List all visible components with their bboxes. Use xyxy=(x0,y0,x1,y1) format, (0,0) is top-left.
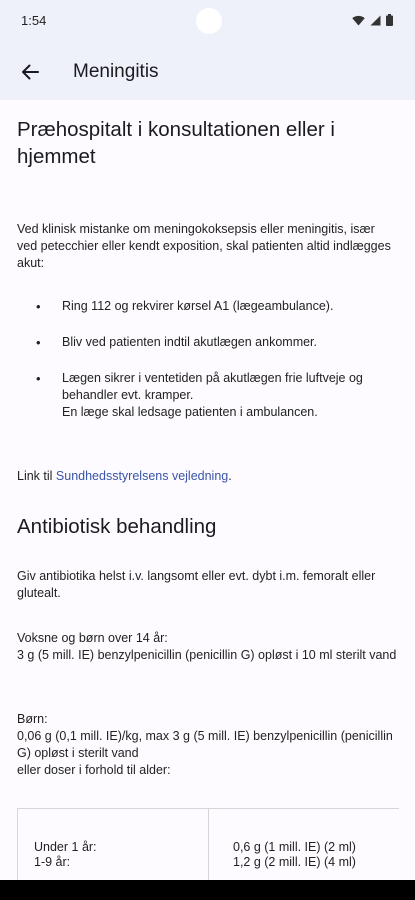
child-dosage-age-note: eller doser i forhold til alder: xyxy=(17,763,171,777)
bullet-item xyxy=(17,370,397,421)
status-icons xyxy=(352,14,393,26)
antibiotic-intro: Giv antibiotika helst i.v. langsomt eller evt. dybt i.m. femoralt eller glutealt. xyxy=(17,569,376,600)
child-dosage-paragraph xyxy=(17,711,397,779)
age-column xyxy=(34,840,97,870)
battery-icon xyxy=(386,14,393,26)
adult-dosage-label: Voksne og børn over 14 år: xyxy=(17,631,168,645)
prehospital-intro: Ved klinisk mistanke om meningokoksepsis eller meningitis, især ved petecchier eller kendt exposition, skal patienten altid indlægges akut: xyxy=(17,222,391,270)
status-bar xyxy=(0,0,415,44)
table-dose-cell: 1,2 g (2 mill. IE) (4 ml) xyxy=(233,855,356,869)
bullet-item xyxy=(17,298,397,315)
bullet-item xyxy=(17,334,397,351)
adult-dosage-paragraph xyxy=(17,630,397,664)
adult-dosage-text: 3 g (5 mill. IE) benzylpenicillin (penicillin G) opløst i 10 ml sterilt vand xyxy=(17,648,397,662)
table-dose-cell: 0,6 g (1 mill. IE) (2 ml) xyxy=(233,840,356,854)
guideline-link-paragraph xyxy=(17,468,397,485)
prehospital-bullet-list xyxy=(17,298,397,421)
link-prefix: Link til xyxy=(17,469,56,483)
page-title: Meningitis xyxy=(73,61,159,82)
child-dosage-label: Børn: xyxy=(17,712,48,726)
bullet-text-continued: En læge skal ledsage patienten i ambulancen. xyxy=(62,405,318,419)
arrow-left-icon xyxy=(21,64,39,80)
wifi-icon xyxy=(352,15,365,26)
navigation-bar xyxy=(0,880,415,900)
antibiotic-heading: Antibiotisk behandling xyxy=(17,515,217,538)
prehospital-heading: Præhospitalt i konsultationen eller i hjemmet xyxy=(17,118,335,168)
dose-column xyxy=(233,840,356,870)
top-app-bar xyxy=(0,44,415,100)
cell-signal-icon xyxy=(370,15,381,26)
status-time: 1:54 xyxy=(21,13,47,28)
child-dosage-text: 0,06 g (0,1 mill. IE)/kg, max 3 g (5 mill. IE) benzylpenicillin (penicillin G) opløst i sterilt vand xyxy=(17,729,393,760)
table-age-cell: Under 1 år: xyxy=(34,840,97,854)
back-button[interactable] xyxy=(14,56,46,88)
bullet-text: Bliv ved patienten indtil akutlægen ankommer. xyxy=(62,335,318,349)
bullet-text: Ring 112 og rekvirer kørsel A1 (lægeambulance). xyxy=(62,299,334,313)
bullet-text: Lægen sikrer i ventetiden på akutlægen frie luftveje og behandler evt. kramper. xyxy=(62,371,363,402)
table-column-divider xyxy=(208,809,209,880)
table-age-cell: 1-9 år: xyxy=(34,855,71,869)
dosage-table xyxy=(17,808,399,880)
link-suffix: . xyxy=(228,469,232,483)
camera-cutout xyxy=(196,8,222,34)
guideline-link[interactable]: Sundhedsstyrelsens vejledning xyxy=(55,469,229,483)
